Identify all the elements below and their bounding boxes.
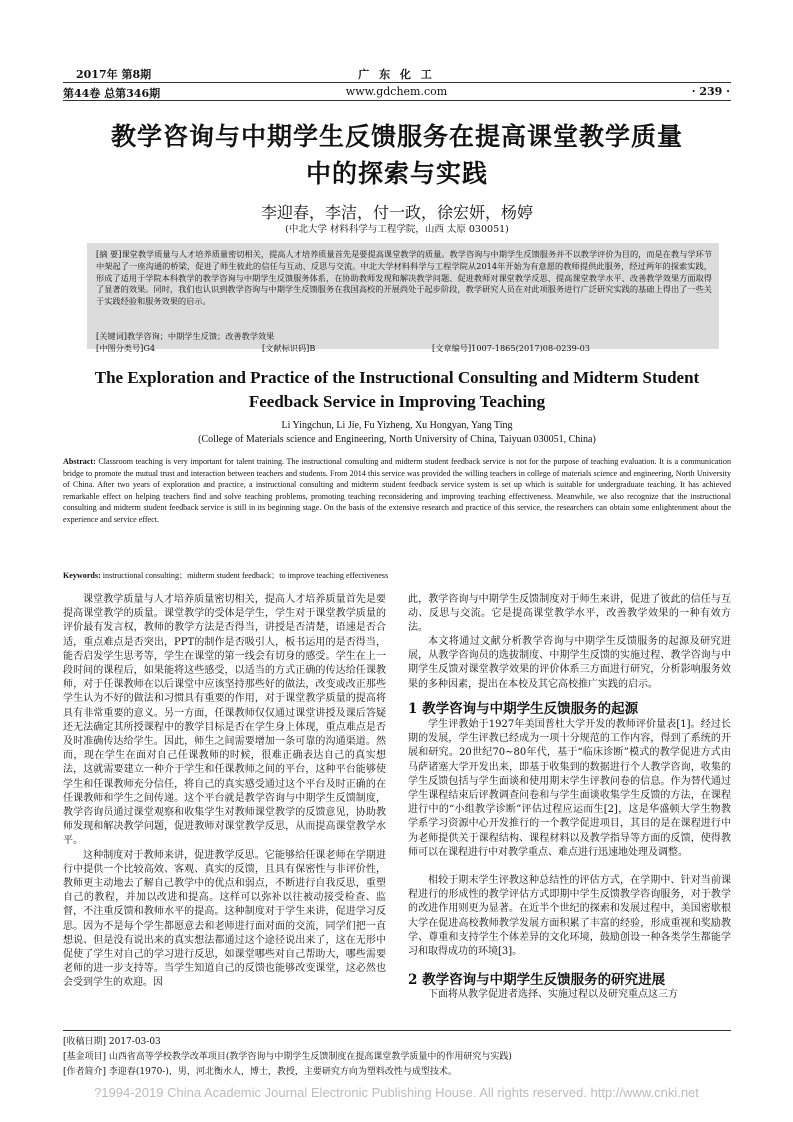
right-paragraph-4: 下面将从教学促进者选择、实施过程以及研究重点这三方: [428, 989, 678, 1000]
received-date: [收稿日期] 2017-03-03: [63, 1037, 161, 1047]
title-cn-line2: 中的探索与实践: [305, 159, 488, 188]
abstract-en: [63, 456, 731, 526]
title-cn-line1: 教学咨询与中期学生反馈服务在提高课堂教学质量: [110, 122, 683, 151]
affiliation-cn: (中北大学 材料科学与工程学院，山西 太原 030051): [285, 224, 509, 235]
journal-website: www.gdchem.com: [345, 85, 448, 98]
title-en-line1: The Exploration and Practice of the Instructional Consulting and Midterm Student: [94, 368, 700, 387]
journal-name: 广 东 化 工: [358, 68, 435, 81]
abstract-en-text: Classroom teaching is very important for talent training. The instructional consulting and midterm student feedback service is not for the purpose of teaching evaluation. It is a communication bridge to promote the mutual trust and interaction between teachers and students. From 2014 this service was provided the willing teachers in college of materials science and engineering, North University of China. After two years of exploration and practice, a instructional consulting and midterm student feedback service system is set up which is suitable for undergraduate teaching. It has achieved remarkable effect on helping teachers find and solve teaching problems, promoting teaching reconsidering and improving teaching effectiveness. Meanwhile, we also recognize that the instructional consulting and midterm student feedback service is still in its beginning stage. On the basis of the extensive research and practice of this service, the researchers can obtain some enlightenment about the experience and service effect.: [63, 457, 731, 524]
affiliation-en: (College of Materials science and Engineering, North University of China, Taiyuan 030051, China): [198, 434, 596, 445]
keywords-en-label: Keywords:: [63, 571, 101, 580]
footnote-rule: [63, 1030, 731, 1031]
title-en-line2: Feedback Service in Improving Teaching: [248, 392, 546, 411]
section-heading-2: 2 教学咨询与中期学生反馈服务的研究进展: [408, 972, 666, 988]
copyright-watermark: ?1994-2019 China Academic Journal Electronic Publishing House. All rights reserved. http://www.cnki.net: [94, 1085, 699, 1100]
header-rule-top: [63, 82, 731, 83]
document-code: [文献标识码]B: [262, 343, 316, 353]
abstract-cn: [摘 要]课堂教学质量与人才培养质量密切相关，提高人才培养质量首先是要提高课堂教学的质量。教学咨询与中期学生反馈服务并不以教学评价为目的，而是在教与学环节中架起了一座沟通的桥梁，促进了师生彼此的信任与互动、反思与交流。中北大学材料科学与工程学院从2014年开始为有意愿的教师提供此服务，经过两年的探索实践，形成了适用于学院本科教学的教学咨询与中期学生反馈服务体系，在协助教师发现和解决教学问题、促进教师对课堂教学反思、提高课堂教学水平、改善教学效果方面取得了显著的效果。同时，我们也认识到教学咨询与中期学生反馈服务在我国高校的开展尚处于起步阶段，教学研究人员在对此项服务进行广泛研究实践的基础上得出了一些关于实践经验和服务效果的启示。: [96, 249, 712, 307]
section-heading-1: 1 教学咨询与中期学生反馈服务的起源: [408, 701, 639, 717]
header-rule-bottom: [63, 100, 731, 101]
right-paragraph-1: 本文将通过文献分析教学咨询与中期学生反馈服务的起源及研究进展，从教学咨询员的选拔制度、中期学生反馈的实施过程、教学咨询与中期学生反馈对课堂教学效果的评价体系三方面进行研究，分析影响服务效果的多种因素，提出在本校及其它高校推广实践的启示。: [408, 636, 731, 690]
right-paragraph-0: 此，教学咨询与中期学生反馈制度对于师生来讲，促进了彼此的信任与互动、反思与交流。它是提高课堂教学水平，改善教学效果的一种有效方法。: [408, 594, 731, 634]
abstract-en-label: Abstract:: [63, 457, 96, 466]
fund-project: [基金项目] 山西省高等学校教学改革项目(教学咨询与中期学生反馈制度在提高课堂教学质量中的作用研究与实践): [63, 1052, 512, 1062]
clc-number: [中图分类号]G4: [96, 343, 156, 353]
left-column: [63, 593, 386, 991]
keywords-en: [63, 570, 388, 581]
page-number: · 239 ·: [691, 85, 730, 98]
issue-info: 2017年 第8期: [76, 68, 152, 81]
keywords-cn: [关键词]教学咨询；中期学生反馈；改善教学效果: [96, 331, 275, 341]
right-paragraph-3: 相较于期末学生评教这种总结性的评估方式，在学期中、针对当前课程进行的形成性的教学评估方式即期中学生反馈教学咨询服务，对于教学的改进作用则更为显著。在近半个世纪的探索和发展过程中，美国密歇根大学在促进高校教师教学发展方面积累了丰富的经验，形成重视和奖励教学、尊重和支持学生个体差异的文化环境，鼓励创设一种各类学生都能学习和取得成功的环境[3]。: [408, 875, 731, 958]
author-bio: [作者简介] 李迎春(1970-)，男，河北衡水人，博士，教授，主要研究方向为塑料改性与成型技术。: [63, 1067, 457, 1077]
authors-cn: 李迎春，李洁，付一政，徐宏妍，杨婷: [260, 203, 533, 222]
right-paragraph-2: 学生评教始于1927年美国普杜大学开发的教师评价量表[1]。经过长期的发展，学生评教已经成为一项十分规范的工作内容，得到了系统的开展和研究。20世纪70~80年代，基于“临床诊断”模式的教学促进方式由马萨诸塞大学开发出来，即基于收集到的数据进行个人教学咨询，收集的学生反馈包括与学生面谈和使用期末学生评教问卷的信息。作为替代通过学生课程结束后评教调查问卷和与学生面谈收集学生反馈的方法，在课程进行中的“小组教学诊断”评估过程应运而生[2]，这是华盛顿大学生物教学系学习资源中心开发推行的一个教学促进项目，其目的是在课程进行中为老师提供关于课程结构、课程材料以及教学指导等方面的反馈，使得教师可以在课程进行中对教学重点、难点进行迅速地处理及调整。: [408, 719, 731, 858]
article-number: [文章编号]1007-1865(2017)08-0239-03: [432, 343, 591, 353]
volume-info: 第44卷 总第346期: [63, 87, 161, 100]
left-paragraph-2: 这种制度对于教师来讲，促进教学反思。它能够给任课老师在学期进行中提供一个比较高效、客观、真实的反馈，且具有保密性与非评价性，教师更主动地去了解自己教学中的优点和弱点，不断进行自我反思，重塑自己的教程，并加以改进和提高。这样可以弥补以往被动接受检查、监督，不注重反馈和教师水平的提高。这种制度对于学生来讲，促进学习反思。因为不是每个学生都愿意去和老师进行面对面的交流，同学们把一直想说、但是没有说出来的真实想法都通过这个途径说出来了，这在无形中促使了学生对自己的学习进行反思，如课堂哪些对自己帮助大，哪些需要老师的进一步支持等。当学生知道自己的反馈也能够改变课堂，这必然也会受到学生的欢迎。因: [63, 849, 386, 989]
left-paragraph-1: 课堂教学质量与人才培养质量密切相关，提高人才培养质量首先是要提高课堂教学的质量。课堂教学的受体是学生，学生对于课堂教学质量的评价最有发言权，教师的教学方法是否得当，讲授是否清楚，语速是否合适，重点难点是否突出，PPT的制作是否吸引人，板书运用的是否得当，能否启发学生思考等，学生在课堂的第一线会有切身的感受。学生在上一段时间的课程后，如果能将这些感受，以适当的方式正确的传达给任课教师，对于任课教师在以后课堂中应该坚持那些好的做法，改变或改正那些学生认为不好的做法和习惯具有重要的作用，对于课堂教学质量的提高将具有非常重要的意义。另一方面，任课教师仅仅通过课堂讲授及课后答疑还无法确定其所授课程中的教学目标是否在学生身上体现，重点难点是否及时准确传达给学生。因此，师生之间需要增加一条可靠的沟通渠道。然而，现在学生在面对自己任课教师的时候，很难正确表达自己的真实想法，这就需要建立一种介于学生和任课教师之间的平台，这种平台能够使学生和任课教师充分信任，将自己的真实感受通过这个平台及时正确的在任课教师和学生之间传递。这个平台就是教学咨询与中期学生反馈制度，教学咨询员通过课堂观察和收集学生对教师课堂教学的反馈意见，协助教师发现和解决教学问题，促进教师对课堂教学反思，从而提高课堂教学水平。: [63, 594, 386, 847]
authors-en: Li Yingchun, Li Jie, Fu Yizheng, Xu Hongyan, Yang Ting: [281, 420, 513, 431]
keywords-en-text: instructional consulting；midterm student feedback；to improve teaching effectiveness: [100, 571, 389, 580]
